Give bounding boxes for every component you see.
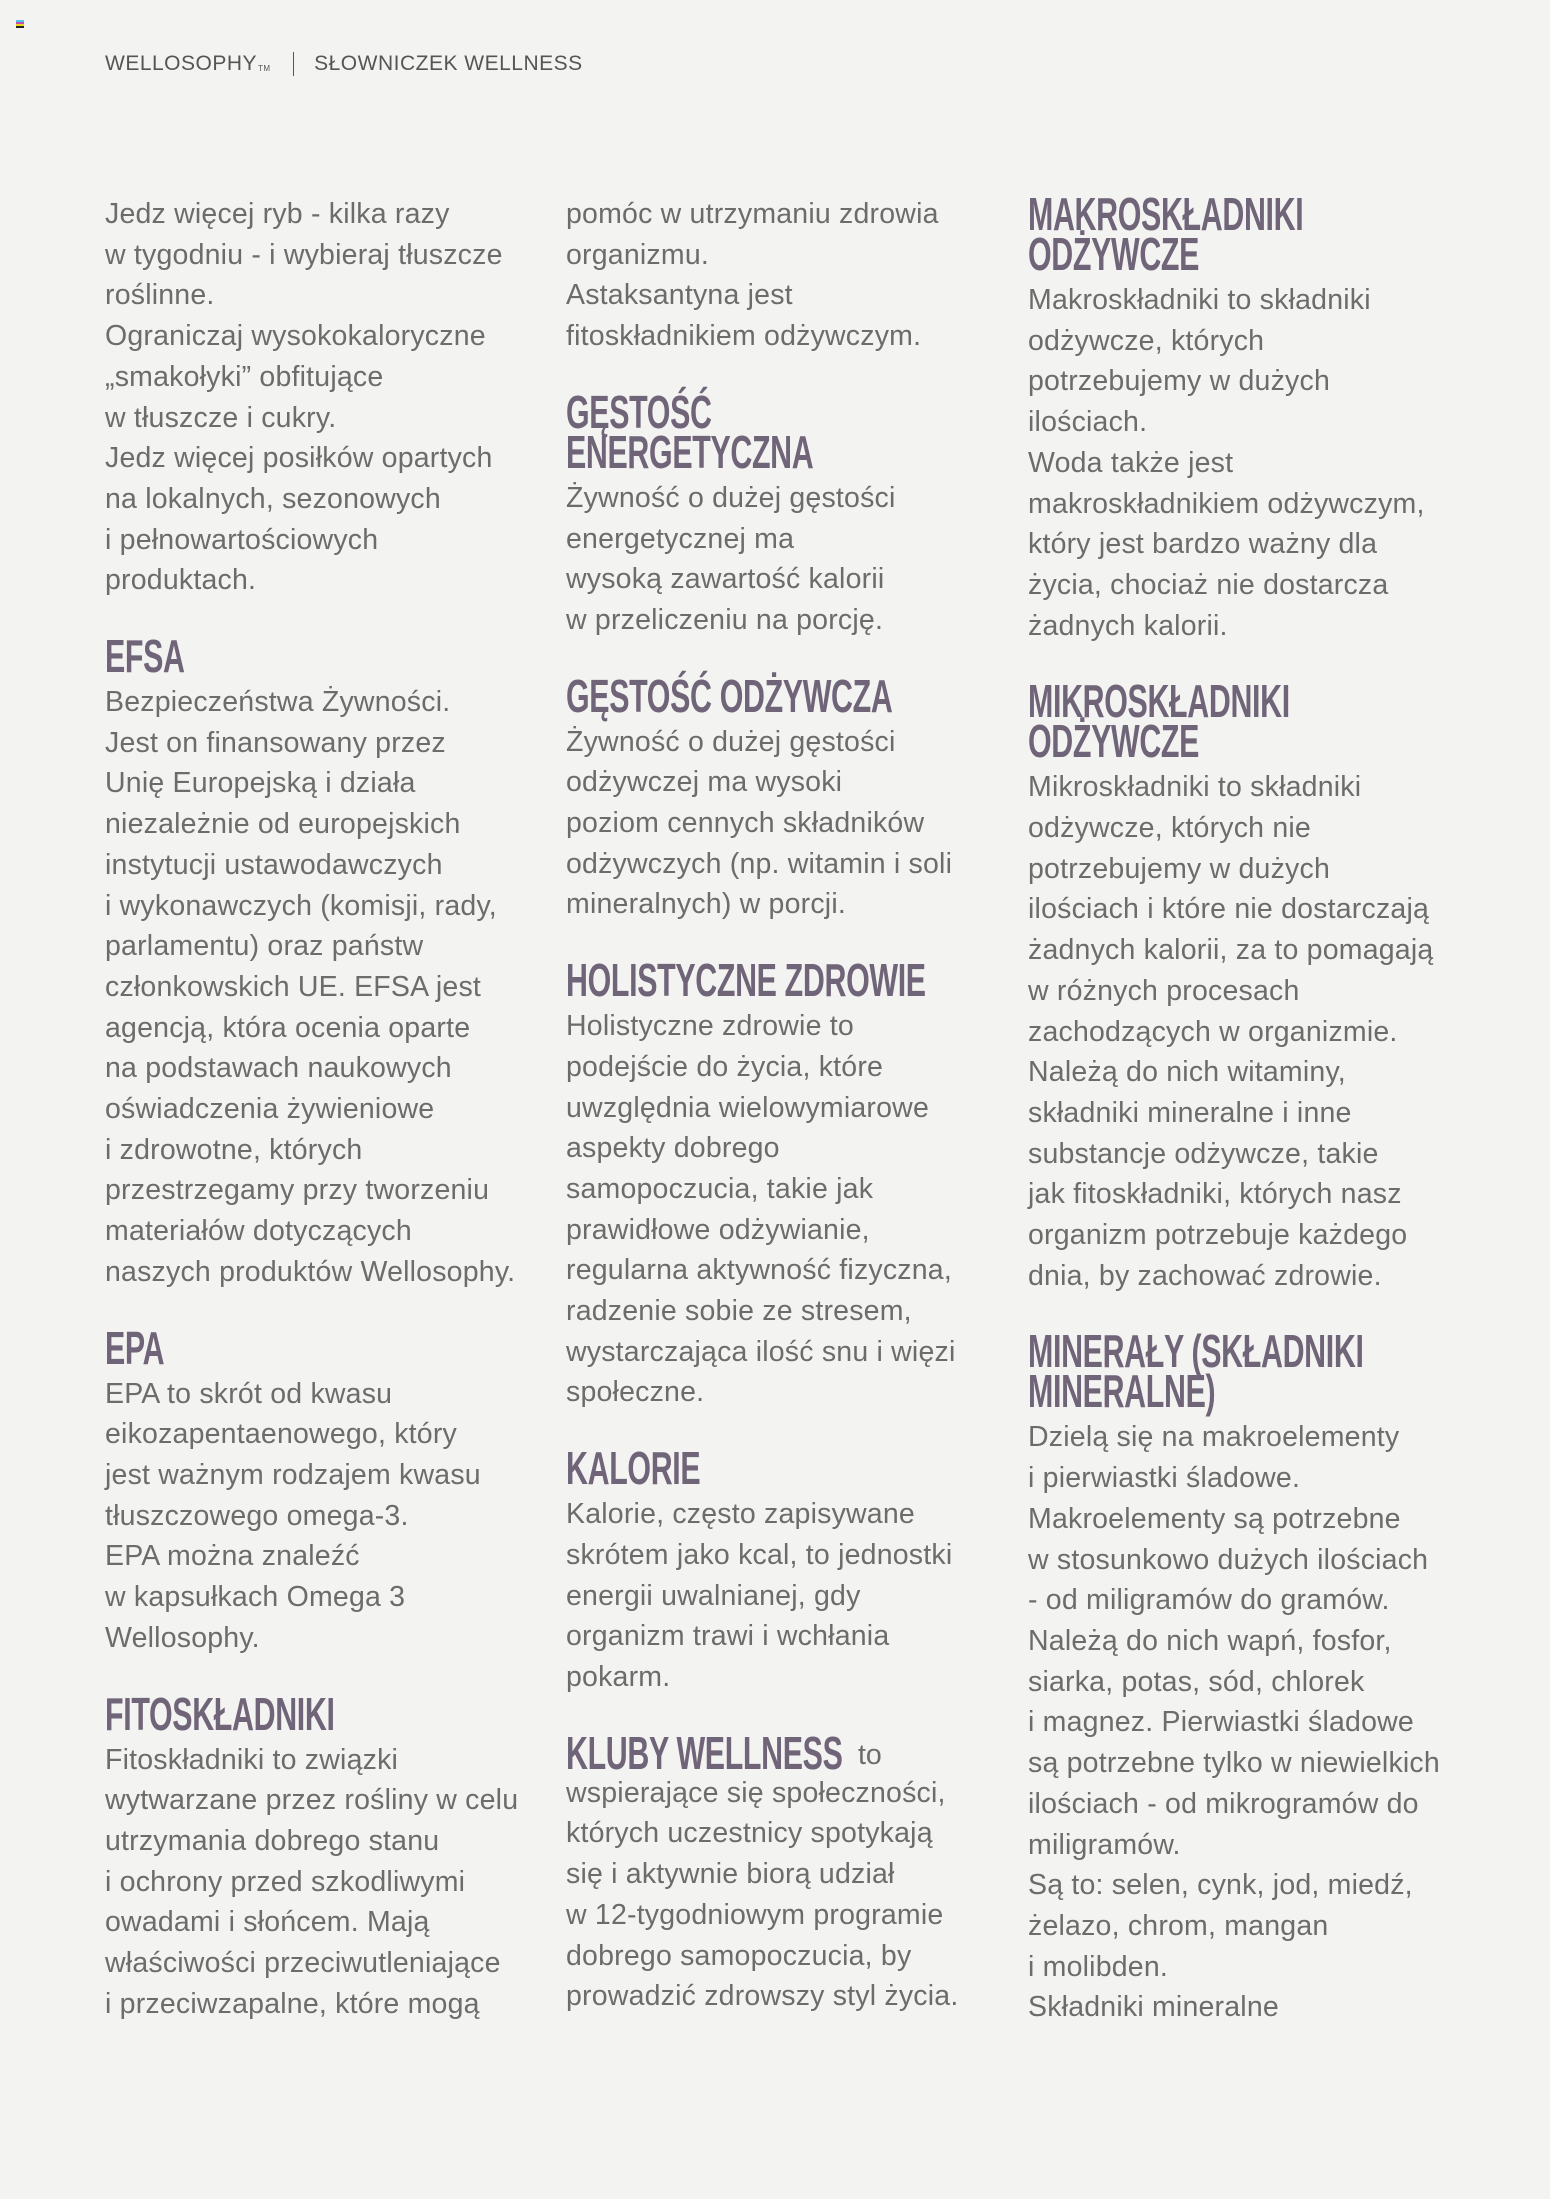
term-heading-fitoskladniki: FITOSKŁADNIKI: [105, 1687, 335, 1740]
header-divider: [293, 52, 295, 76]
term-definition-makroskladniki: Makroskładniki to składniki odżywcze, których potrzebujemy w dużych ilościach. Woda także jest makroskładnikiem odżywczym, który jest bardzo ważny dla życia, chociaż nie dostarcza żadnych kalorii.: [1028, 284, 1425, 642]
section-title: SŁOWNICZEK WELLNESS: [314, 52, 583, 75]
term-definition-gestosc-odzywcza: Żywność o dużej gęstości odżywczej ma wysoki poziom cennych składników odżywczych (np. witamin i soli mineralnych) w porcji.: [566, 725, 953, 921]
trademark: TM: [258, 64, 271, 73]
intro-text: Jedz więcej ryb - kilka razy w tygodniu - i wybieraj tłuszcze roślinne. Ograniczaj wysokokaloryczne „smakołyki” obfitujące w tłuszcze i cukry. Jedz więcej posiłków opartych na lokalnych, sezonowych i pełnowartościowych produktach.: [105, 198, 503, 597]
term-definition-fitoskladniki: Fitoskładniki to związki wytwarzane przez rośliny w celu utrzymania dobrego stanu i ochrony przed szkodliwymi owadami i słońcem. Mają właściwości przeciwutleniające i przeciwzapalne, które mogą: [105, 1743, 519, 2020]
term-heading-makroskladniki: MAKROSKŁADNIKI ODŻYWCZE: [1028, 188, 1304, 280]
term-definition-kluby-wellness: wspierające się społeczności, których uczestnicy spotykają się i aktywnie biorą udział w 12-tygodniowym programie dobrego samopoczucia, by prowadzić zdrowszy styl życia.: [566, 1776, 959, 2013]
term-heading-gestosc-energetyczna: GĘSTOŚĆ ENERGETYCZNA: [566, 385, 814, 478]
term-definition-epa: EPA to skrót od kwasu eikozapentaenowego, który jest ważnym rodzajem kwasu tłuszczowego omega-3. EPA można znaleźć w kapsułkach Omega 3 Wellosophy.: [105, 1377, 481, 1654]
term-definition-holistyczne-zdrowie: Holistyczne zdrowie to podejście do życia, które uwzględnia wielowymiarowe aspekty dobrego samopoczucia, takie jak prawidłowe odżywianie, regularna aktywność fizyczna, radzenie sobie ze stresem, wystarczająca ilość snu i więzi społeczne.: [566, 1010, 956, 1409]
term-definition-mineraly: Dzielą się na makroelementy i pierwiastki śladowe. Makroelementy są potrzebne w stosunkowo dużych ilościach - od miligramów do gramów. Należą do nich wapń, fosfor, siarka, potas, sód, chlorek i magnez. Pierwiastki śladowe są potrzebne tylko w niewielkich ilościach - od mikrogramów do miligramów. Są to: selen, cynk, jod, miedź, żelazo, chrom, mangan i molibden. Składniki mineralne: [1028, 1421, 1440, 2024]
term-heading-efsa: EFSA: [105, 630, 185, 683]
column-3: [1028, 188, 1458, 2028]
term-definition-mikroskladniki: Mikroskładniki to składniki odżywcze, których nie potrzebujemy w dużych ilościach i które nie dostarczają żadnych kalorii, za to pomagają w różnych procesach zachodzących w organizmie. Należą do nich witaminy, składniki mineralne i inne substancje odżywcze, takie jak fitoskładniki, których nasz organizm potrzebuje każdego dnia, by zachować zdrowie.: [1028, 771, 1434, 1292]
term-heading-epa: EPA: [105, 1321, 165, 1374]
term-heading-kalorie: KALORIE: [566, 1442, 701, 1495]
term-heading-mineraly: MINERAŁY (SKŁADNIKI MINERALNE): [1028, 1325, 1364, 1418]
term-heading-gestosc-odzywcza: GĘSTOŚĆ ODŻYWCZA: [566, 669, 893, 722]
print-color-marker-icon: [16, 20, 24, 28]
kluby-wellness-title-row: [566, 1726, 996, 1779]
term-definition-efsa: Bezpieczeństwa Żywności. Jest on finansowany przez Unię Europejską i działa niezależnie od europejskich instytucji ustawodawczych i wykonawczych (komisji, rady, parlamentu) oraz państw członkowskich UE. EFSA jest agencją, która ocenia oparte na podstawach naukowych oświadczenia żywieniowe i zdrowotne, których przestrzegamy przy tworzeniu materiałów dotyczących naszych produktów Wellosophy.: [105, 686, 516, 1288]
term-heading-kluby-wellness: KLUBY WELLNESS: [566, 1726, 843, 1779]
term-definition-kalorie: Kalorie, często zapisywane skrótem jako kcal, to jednostki energii uwalnianej, gdy organizm trawi i wchłania pokarm.: [566, 1498, 953, 1693]
column-1: [105, 194, 535, 2024]
continued-text: pomóc w utrzymaniu zdrowia organizmu. Astaksantyna jest fitoskładnikiem odżywczym.: [566, 198, 939, 353]
term-heading-holistyczne-zdrowie: HOLISTYCZNE ZDROWIE: [566, 954, 926, 1007]
term-heading-mikroskladniki: MIKROSKŁADNIKI ODŻYWCZE: [1028, 675, 1290, 768]
brand-logo: WELLOSOPHY: [105, 52, 258, 75]
term-definition-gestosc-energetyczna: Żywność o dużej gęstości energetycznej ma wysoką zawartość kalorii w przeliczeniu na porcję.: [566, 481, 896, 636]
kluby-wellness-lead-word: to: [858, 1738, 882, 1771]
column-2: [566, 194, 996, 2017]
page-header: [105, 52, 583, 76]
